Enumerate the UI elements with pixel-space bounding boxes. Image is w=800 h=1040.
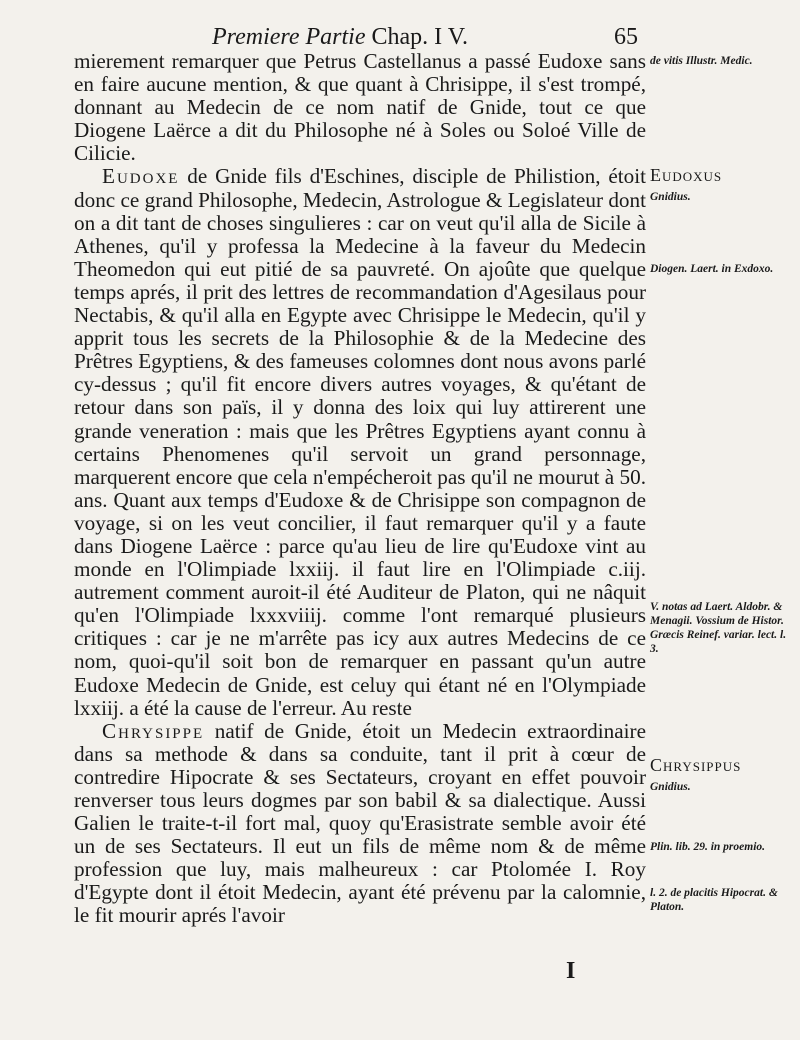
page-number: 65 xyxy=(614,24,638,50)
margin-heading-chrysippus-sub: Gnidius. xyxy=(650,781,691,793)
running-head-chapter: Chap. I V. xyxy=(371,24,468,50)
margin-note-5: l. 2. de placitis Hipocrat. & Platon. xyxy=(650,887,778,913)
paragraph-2-text: de Gnide fils d'Eschines, disciple de Philistion, étoit donc ce grand Philosophe, Medecin, Astrologue & Legislateur dont on a dit tant de choses singulieres : car on veut qu'il alla de Sicile à Athenes, qu'il y professa la Medecine à la faveur du Medecin Theomedon qui eut pitié de sa pauvreté. On ajoûte que quelque temps aprés, il prit des lettres de recommandation d'Agesilaus pour Nectabis, & qu'il alla en Egypte avec Chrisippe le Medecin, qu'il y apprit tous les secrets de la Philosophie & de la Medecine des Prêtres Egyptiens, & des fameuses colomnes dont nous avons parlé cy-dessus ; qu'il fit encore divers autres voyages, & qu'étant de retour dans son païs, il y donna des loix qui luy attirerent une grande veneration : mais que les Prêtres Egyptiens ayant connu à certains Phenomenes qu'il servoit un grand personnage, marquerent encore que cela n'empécheroit pas qu'il ne mourut à 50. ans. Quant aux temps d'Eudoxe & de Chrisippe son compagnon de voyage, si on les veut concilier, il faut remarquer qu'il y a faute dans Diogene Laërce : parce qu'au lieu de lire qu'Eudoxe vint au monde en l'Olimpiade lxxiij. il faut lire en l'Olimpiade c.iij. autrement comment auroit-il été Auditeur de Platon, qui ne nâquit qu'en l'Olimpiade lxxxviiij. comme l'ont remarqué plusieurs critiques : car je ne m'arrête pas icy aux autres Medecins de ce nom, quoi-qu'il soit bon de remarquer en passant qu'un autre Eudoxe Medecin de Gnide, est celuy qui étant né en l'Olympiade lxxiij. a été la cause de l'erreur. Au reste xyxy=(74,164,646,720)
margin-note-4: Plin. lib. 29. in proemio. xyxy=(650,841,766,853)
main-text xyxy=(74,50,646,928)
margin-heading-eudoxus: Eudoxus xyxy=(650,165,723,185)
margin-heading-chrysippus: Chrysippus xyxy=(650,755,742,775)
paragraph-3 xyxy=(74,720,646,928)
page-header xyxy=(0,22,800,52)
margin-note-2: Diogen. Laert. in Exdoxo. xyxy=(650,263,774,275)
margin-note-1: de vitis Illustr. Medic. xyxy=(650,55,753,67)
paragraph-2 xyxy=(74,165,646,719)
paragraph-1: mierement remarquer que Petrus Castellanus a passé Eudoxe sans en faire aucune mention, & que quant à Chrisippe, il s'est trompé, donnant au Medecin de ce nom natif de Gnide, tout ce que Diogene Laërce a dit du Philosophe né à Soles ou Soloé Ville de Cilicie. xyxy=(74,49,646,166)
margin-note-3: V. notas ad Laert. Aldobr. & Menagii. Vossium de Histor. Græcis Reinef. variar. lect. l. 3. xyxy=(650,601,787,655)
paragraph-3-lead: Chrysippe xyxy=(102,718,205,743)
running-head xyxy=(212,24,468,51)
paragraph-2-lead: Eudoxe xyxy=(102,164,180,189)
margin-heading-eudoxus-sub: Gnidius. xyxy=(650,191,691,203)
running-head-part: Premiere Partie xyxy=(212,24,366,50)
paragraph-3-text: natif de Gnide, étoit un Medecin extraordinaire dans sa methode & dans sa conduite, tant il prit à cœur de contredire Hipocrate & ses Sectateurs, croyant en effet pouvoir renverser tous leurs dogmes par son babil & sa dialectique. Aussi Galien le traite-t-il fort mal, quoy qu'Erasistrate semble avoir été un de ses Sectateurs. Il eut un fils de même nom & de même profession que luy, mais malheureux : car Ptolomée I. Roy d'Egypte dont il étoit Medecin, ayant été prévenu par la calomnie, le fit mourir aprés l'avoir xyxy=(74,718,646,928)
signature-mark: I xyxy=(566,958,576,984)
